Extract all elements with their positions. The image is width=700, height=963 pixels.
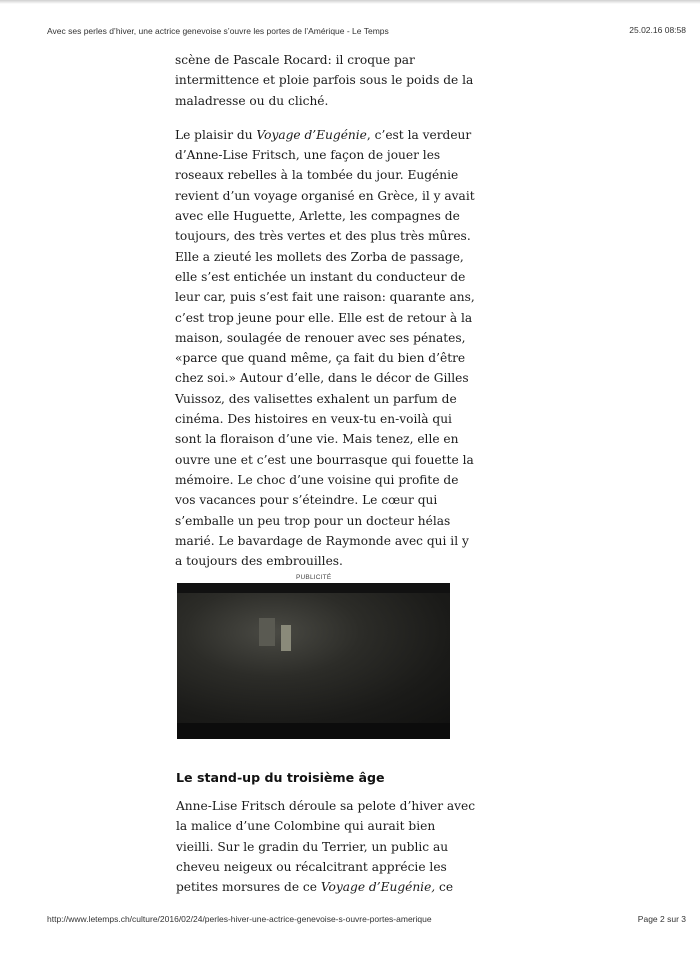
ad-label: PUBLICITÉ bbox=[296, 574, 332, 581]
section-heading: Le stand-up du troisième âge bbox=[176, 770, 385, 785]
ad-video-bottom-bar bbox=[177, 723, 450, 739]
text-line: s’emballe un peu trop pour un docteur hélas bbox=[175, 513, 451, 528]
text-run: petites morsures de ce bbox=[176, 880, 321, 895]
text-line: c’est trop jeune pour elle. Elle est de retour à la bbox=[175, 310, 473, 325]
text-line: toujours, des très vertes et des plus très mûres. bbox=[175, 229, 471, 244]
text-line: avec elle Huguette, Arlette, les compagnes de bbox=[175, 209, 460, 224]
ad-video-frame bbox=[177, 593, 450, 723]
print-footer-url: http://www.letemps.ch/culture/2016/02/24/perles-hiver-une-actrice-genevoise-s-ouvre-portes-amerique bbox=[47, 914, 432, 924]
paragraph-1 bbox=[175, 50, 474, 111]
text-line: sont la floraison d’une vie. Mais tenez, elle en bbox=[175, 432, 459, 447]
text-line: cheveu neigeux ou récalcitrant apprécie les bbox=[176, 859, 447, 874]
text-line: a toujours des embrouilles. bbox=[175, 554, 343, 569]
video-light-shape bbox=[281, 625, 291, 651]
text-line: cinéma. Des histoires en veux-tu en-voilà qui bbox=[175, 412, 452, 427]
text-line: la malice d’une Colombine qui aurait bien bbox=[176, 819, 436, 834]
play-title-italic: Voyage d’Eugénie bbox=[256, 127, 367, 142]
text-line: revient d’un voyage organisé en Grèce, il y avait bbox=[175, 188, 475, 203]
video-window-shape bbox=[259, 618, 275, 646]
text-line bbox=[175, 125, 472, 145]
text-line: maladresse ou du cliché. bbox=[175, 93, 329, 108]
text-run: ce bbox=[435, 880, 454, 895]
text-line: vos vacances pour s’éteindre. Le cœur qui bbox=[175, 493, 438, 508]
section-body bbox=[176, 796, 476, 897]
play-title-italic: Voyage d’Eugénie, bbox=[320, 880, 436, 895]
text-line: marié. Le bavardage de Raymonde avec qui il y bbox=[175, 533, 469, 548]
text-line: Vuissoz, des valisettes exhalent un parfum de bbox=[175, 391, 457, 406]
text-line: «parce que quand même, ça fait du bien d’être bbox=[175, 351, 466, 366]
text-line: ouvre une et c’est une bourrasque qui fouette la bbox=[175, 452, 474, 467]
print-header-title: Avec ses perles d’hiver, une actrice genevoise s’ouvre les portes de l’Amérique - Le Temps bbox=[47, 26, 389, 36]
text-line: maison, soulagée de renouer avec ses pénates, bbox=[175, 330, 466, 345]
text-line: Anne-Lise Fritsch déroule sa pelote d’hiver avec bbox=[176, 799, 476, 813]
ad-video-player[interactable] bbox=[177, 583, 450, 739]
text-line: d’Anne-Lise Fritsch, une façon de jouer les bbox=[175, 148, 441, 163]
top-border bbox=[0, 0, 700, 4]
text-line: roseaux rebelles à la tombée du jour. Eugénie bbox=[175, 168, 459, 183]
text-line: scène de Pascale Rocard: il croque par bbox=[175, 53, 415, 67]
text-line: Elle a zieuté les mollets des Zorba de passage, bbox=[175, 249, 464, 264]
text-line: intermittence et ploie parfois sous le poids de la bbox=[175, 73, 474, 88]
text-line: chez soi.» Autour d’elle, dans le décor de Gilles bbox=[175, 371, 469, 386]
text-line: vieilli. Sur le gradin du Terrier, un public au bbox=[176, 839, 449, 854]
text-run: Le plaisir du bbox=[175, 127, 257, 142]
text-line: elle s’est entichée un instant du conducteur de bbox=[175, 269, 466, 284]
text-run: , c’est la verdeur bbox=[366, 127, 472, 142]
article-body bbox=[175, 50, 475, 571]
print-footer-page-number: Page 2 sur 3 bbox=[637, 914, 686, 924]
text-line: leur car, puis s’est fait une raison: quarante ans, bbox=[175, 290, 475, 305]
text-line: mémoire. Le choc d’une voisine qui profite de bbox=[175, 472, 459, 487]
print-header-date: 25.02.16 08:58 bbox=[629, 25, 686, 35]
text-line bbox=[176, 877, 466, 897]
paragraph-2 bbox=[175, 125, 475, 572]
